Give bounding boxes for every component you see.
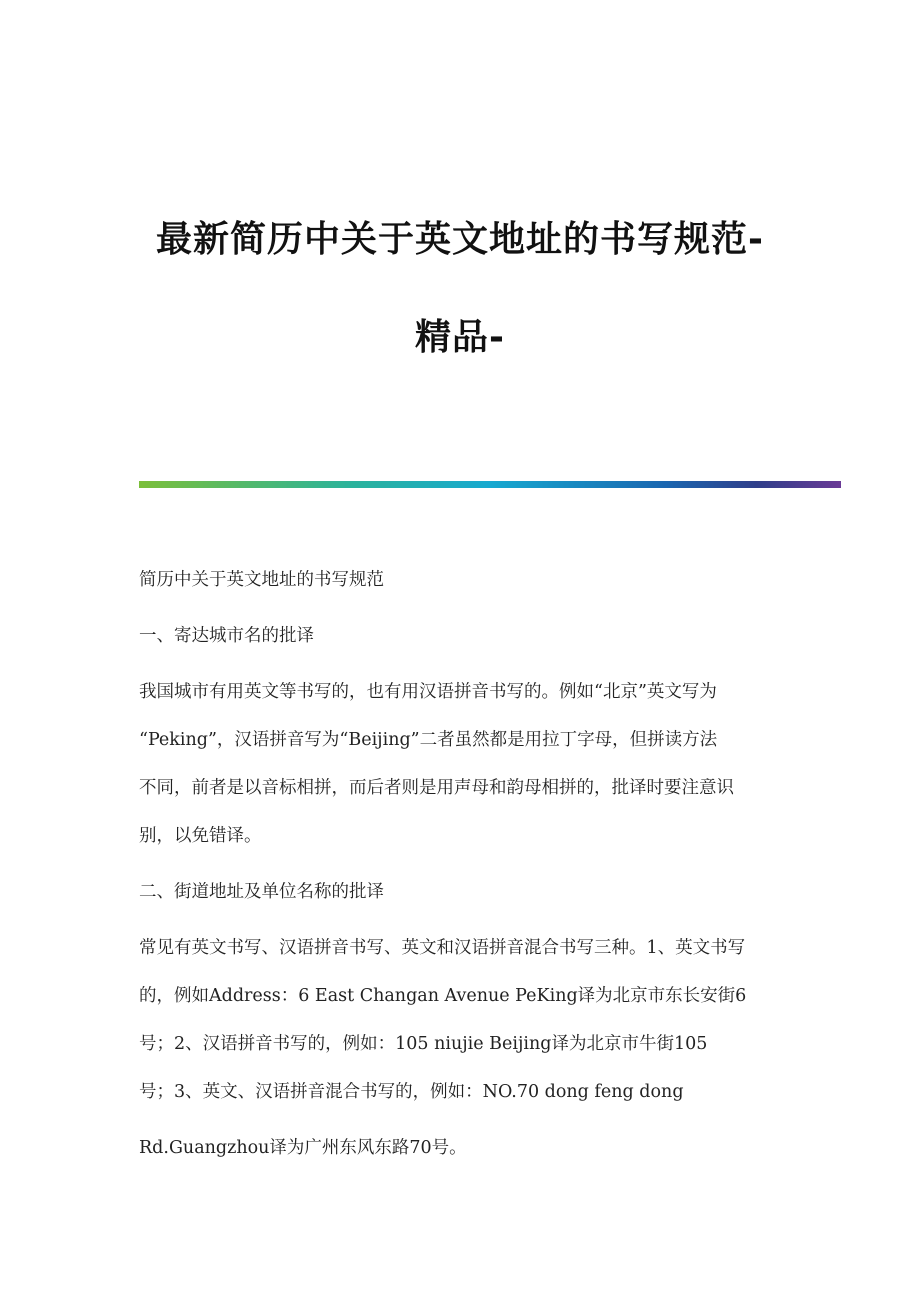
paragraph-line: 的，例如Address：6 East Changan Avenue PeKing译为北京市东长安街6 [139, 986, 747, 1006]
subheading-city-names: 一、寄达城市名的批译 [139, 626, 314, 646]
section-heading: 简历中关于英文地址的书写规范 [139, 570, 384, 590]
paragraph-line: 我国城市有用英文等书写的，也有用汉语拼音书写的。例如“北京”英文写为 [139, 682, 717, 702]
paragraph-line: 号；2、汉语拼音书写的，例如：105 niujie Beijing译为北京市牛街105 [139, 1034, 708, 1054]
paragraph-line: 别，以免错译。 [139, 826, 262, 846]
paragraph-line: 常见有英文书写、汉语拼音书写、英文和汉语拼音混合书写三种。1、英文书写 [139, 938, 746, 958]
gradient-divider [139, 481, 841, 488]
subheading-street-address: 二、街道地址及单位名称的批译 [139, 882, 384, 902]
paragraph-line: 号；3、英文、汉语拼音混合书写的，例如：NO.70 dong feng dong [139, 1082, 684, 1102]
paragraph-line: “Peking”，汉语拼音写为“Beijing”二者虽然都是用拉丁字母，但拼读方法 [139, 730, 718, 750]
paragraph-line: Rd.Guangzhou译为广州东风东路70号。 [139, 1138, 467, 1158]
document-title-line-2: 精品- [415, 317, 505, 358]
document-title-line-1: 最新简历中关于英文地址的书写规范- [156, 219, 764, 260]
paragraph-line: 不同，前者是以音标相拼，而后者则是用声母和韵母相拼的，批译时要注意识 [139, 778, 734, 798]
